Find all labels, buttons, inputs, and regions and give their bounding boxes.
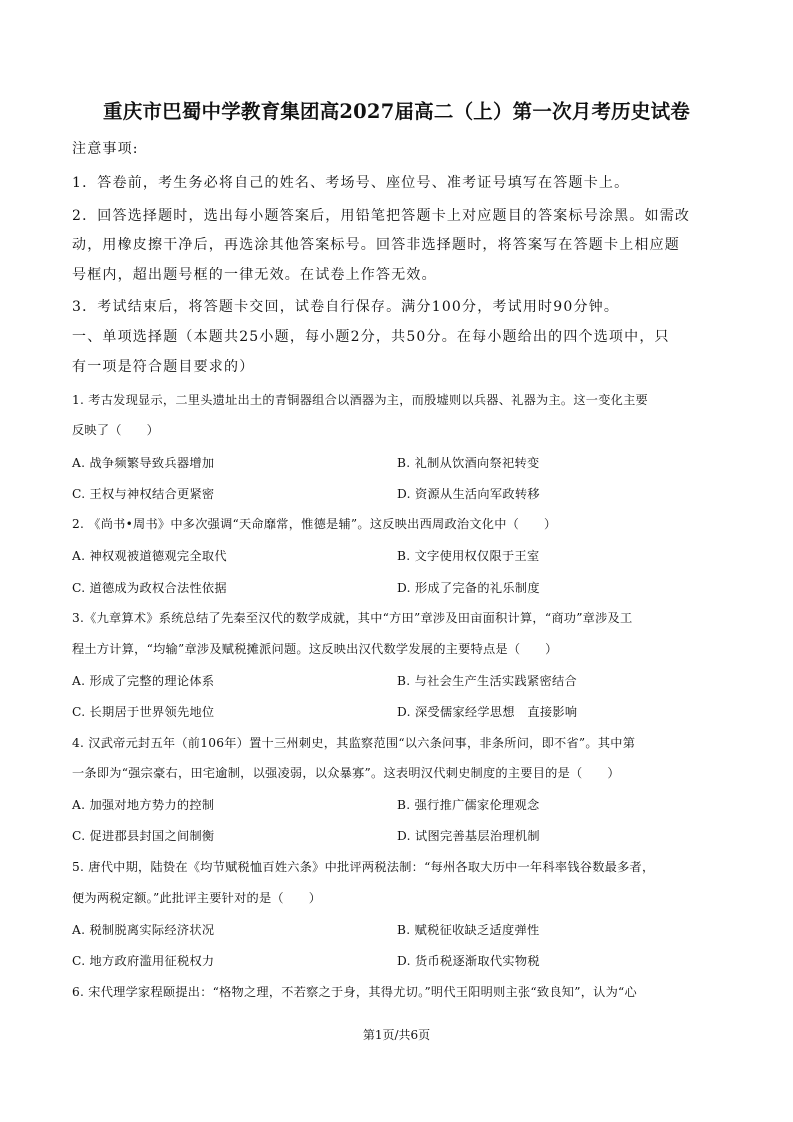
option-b: B. 与社会生产生活实践紧密结合 <box>397 674 577 688</box>
question-stem: 5. 唐代中期，陆贽在《均节赋税恤百姓六条》中批评两税法制：“每州各取大历中一年科率钱谷数最多者， <box>72 860 655 874</box>
option-d: D. 货币税逐渐取代实物税 <box>397 954 540 968</box>
notice-line: 1．答卷前，考生务必将自己的姓名、考场号、座位号、准考证号填写在答题卡上。 <box>72 175 630 191</box>
exam-title: 重庆市巴蜀中学教育集团高2027届高二（上）第一次月考历史试卷 <box>103 100 690 123</box>
option-b: B. 赋税征收缺乏适度弹性 <box>397 923 540 937</box>
option-d: D. 资源从生活向军政转移 <box>397 487 540 501</box>
option-a: A. 加强对地方势力的控制 <box>72 798 215 812</box>
notice-line: 2．回答选择题时，选出每小题答案后，用铅笔把答题卡上对应题目的答案标号涂黑。如需改 <box>72 208 691 224</box>
question-stem: 3.《九章算术》系统总结了先秦至汉代的数学成就，其中“方田”章涉及田亩面积计算，“商功”章涉及工 <box>72 611 633 625</box>
notice-line: 动，用橡皮擦干净后，再选涂其他答案标号。回答非选择题时，将答案写在答题卡上相应题 <box>72 237 680 253</box>
question-stem: 程土方计算，“均输”章涉及赋税摊派问题。这反映出汉代数学发展的主要特点是（ ） <box>72 642 558 656</box>
section-heading: 一、单项选择题（本题共25小题，每小题2分，共50分。在每小题给出的四个选项中，只 <box>72 329 670 345</box>
question-stem: 便为两税定额。”此批评主要针对的是（ ） <box>72 891 322 905</box>
question-stem: 2. 《尚书•周书》中多次强调“天命靡常，惟德是辅”。这反映出西周政治文化中（ ） <box>72 517 557 531</box>
notice-line: 号框内，超出题号框的一律无效。在试卷上作答无效。 <box>72 267 437 283</box>
notice-heading: 注意事项: <box>72 141 139 157</box>
question-stem: 6. 宋代理学家程颐提出：“格物之理，不若察之于身，其得尤切。”明代王阳明则主张“致良知”，认为“心 <box>72 985 637 999</box>
option-c: C. 长期居于世界领先地位 <box>72 705 215 719</box>
option-c: C. 促进郡县封国之间制衡 <box>72 829 215 843</box>
option-a: A. 战争频繁导致兵器增加 <box>72 456 215 470</box>
option-b: B. 文字使用权仅限于王室 <box>397 549 540 563</box>
option-b: B. 强行推广儒家伦理观念 <box>397 798 540 812</box>
option-d: D. 试图完善基层治理机制 <box>397 829 540 843</box>
question-stem: 4. 汉武帝元封五年（前106年）置十三州刺史，其监察范围“以六条问事，非条所问，即不省”。其中第 <box>72 736 636 750</box>
option-b: B. 礼制从饮酒向祭祀转变 <box>397 456 540 470</box>
option-a: A. 形成了完整的理论体系 <box>72 674 215 688</box>
option-c: C. 道德成为政权合法性依据 <box>72 581 227 595</box>
option-c: C. 地方政府滥用征税权力 <box>72 954 215 968</box>
question-stem: 反映了（ ） <box>72 423 160 437</box>
option-c: C. 王权与神权结合更紧密 <box>72 487 215 501</box>
notice-line: 3．考试结束后，将答题卡交回，试卷自行保存。满分100分，考试用时90分钟。 <box>72 299 620 315</box>
option-d: D. 形成了完备的礼乐制度 <box>397 581 540 595</box>
question-stem: 1. 考古发现显示，二里头遗址出土的青铜器组合以酒器为主，而殷墟则以兵器、礼器为主。这一变化主要 <box>72 393 648 407</box>
option-d: D. 深受儒家经学思想 直接影响 <box>397 705 578 719</box>
question-stem: 一条即为“强宗豪右，田宅逾制，以强凌弱，以众暴寡”。这表明汉代刺史制度的主要目的是（ ） <box>72 766 620 780</box>
option-a: A. 税制脱离实际经济状况 <box>72 923 215 937</box>
page-number: 第1页/共6页 <box>362 1028 431 1042</box>
section-heading: 有一项是符合题目要求的） <box>72 359 255 375</box>
option-a: A. 神权观被道德观完全取代 <box>72 549 227 563</box>
